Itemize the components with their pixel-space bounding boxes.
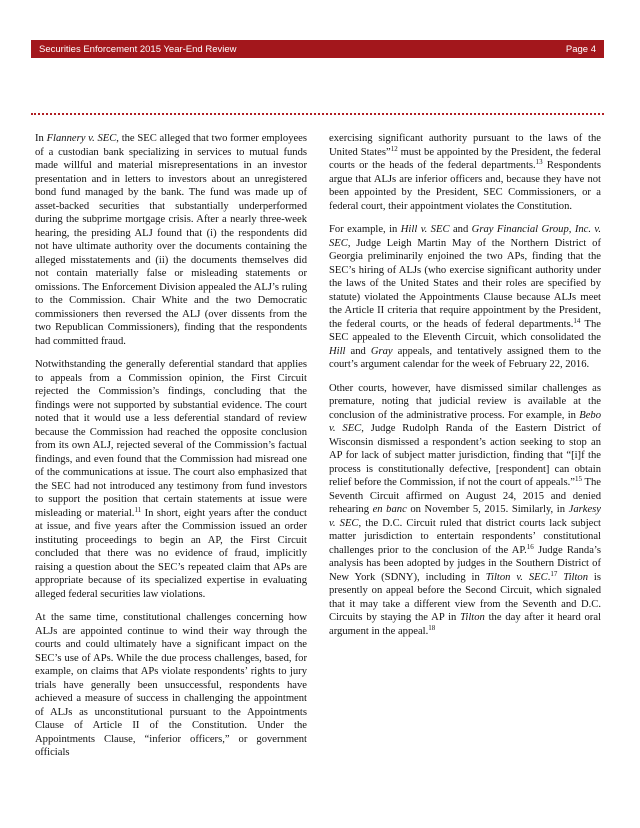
paragraph-hill-gray: For example, in Hill v. SEC and Gray Financial Group, Inc. v. SEC, Judge Leigh Martin May of the Northern District of Georgia preliminarily enjoined the two APs, finding that the SEC’s hiring of ALJs (who exercise significant authority under the laws of the United States and their roles are specified by statute) violated the Appointments Clause because ALJs meet the Article II criteria that require appointment by the President, the federal courts, or the heads of federal departments.$^{14}$ The SEC appealed to the Eleventh Circuit, which consolidated the Hill and Gray appeals, and tentatively assigned them to the court’s argument calendar for the week of February 22, 2016.: [329, 224, 602, 370]
case-name: Hill v. SEC: [400, 224, 450, 235]
paragraph-other-courts: Other courts, however, have dismissed similar challenges as premature, noting that judicial review is available at the conclusion of the administrative process. For example, in Bebo v. SEC, Judge Rudolph Randa of the Eastern District of Wisconsin dismissed a respondent’s action seeking to stop an AP for lack of subject matter jurisdiction, finding that “[i]f the process is constitutionally defective, [respondent] can obtain relief before the Commission, if not the court of appeals.”$^{15}$ The Seventh Circuit affirmed on August 24, 2015 and denied rehearing en banc on November 5, 2015. Similarly, in Jarkesy v. SEC, the D.C. Circuit ruled that district courts lack subject matter jurisdiction to entertain respondents’ constitutional challenges prior to the conclusion of the AP.$^{16}$ Judge Randa’s analysis has been adopted by judges in the Southern District of New York (SDNY), including in Tilton v. SEC.$^{17}$ Tilton is presently on appeal before the Second Circuit, which signaled that it may take a different view from the Seventh and D.C. Circuits by staying the AP in Tilton the day after it heard oral argument in the appeal.$^{18}$: [329, 382, 602, 637]
case-name: Tilton v. SEC: [485, 571, 548, 583]
footnote-ref: 13: [535, 158, 543, 166]
case-name: Flannery v. SEC: [46, 133, 117, 144]
case-name: Gray: [370, 345, 393, 357]
page-header-bar: [31, 40, 604, 58]
left-column: [35, 132, 307, 770]
page-number: Page 4: [565, 43, 596, 55]
case-name: Bebo v. SEC: [329, 409, 601, 434]
footnote-ref: 12: [390, 144, 398, 153]
case-name: Tilton: [460, 612, 485, 623]
emphasis: en banc: [372, 504, 407, 515]
paragraph-flannery: In Flannery v. SEC, the SEC alleged that two former employees of a custodian bank specializing in services to mutual funds made willful and material misrepresentations in an investor presentation and in letters to investors about an unregistered bond fund managed by the bank. The fund was made up of asset-backed securities that substantially underperformed during the subprime mortgage crisis. After a nearly three-week hearing, the presiding ALJ found that (i) the respondents did not have ultimate authority over the documents containing the alleged misstatements and (ii) the documents themselves did not contain materially false or misleading statements or omissions. The Enforcement Division appealed the ALJ’s ruling to the Commission. Chair White and the two Democratic commissioners then reversed the ALJ (over dissents from the two Republican Commissioners), finding that the respondents had committed fraud.: [35, 133, 307, 347]
right-column: [329, 132, 601, 648]
footnote-ref: 16: [526, 542, 534, 551]
case-name: Hill: [329, 345, 346, 357]
paragraph-first-circuit: Notwithstanding the generally deferential standard that applies to appeals from a Commission opinion, the First Circuit rejected the Commission’s findings, concluding that the findings were not supported by substantial evidence. The court noted that it would use a less deferential standard of review because the Commission had reached the opposite conclusion from its own ALJ, rejected several of the Commission’s factual findings, and even found that the Commission had misread one of the communications at issue. The court also emphasized that the SEC had not introduced any testimony from fund investors to support the position that certain statements at issue were misleading or material.$^{11}$ In short, eight years after the conduct at issue, and five years after the Commission issued an order instituting proceedings to begin an AP, the First Circuit concluded that there was no evidence of fraud, implicitly raising a question about the SEC’s repeated claim that APs are appropriate because of its specialized expertise in evaluating alleged federal securities law violations.: [35, 359, 307, 600]
document-title: Securities Enforcement 2015 Year-End Review: [39, 43, 237, 55]
dotted-divider: [31, 113, 604, 115]
footnote-ref: 18: [428, 623, 436, 632]
case-name: Gray Financial Group, Inc. v. SEC: [329, 224, 601, 249]
paragraph-constitutional: At the same time, constitutional challenges concerning how ALJs are appointed continue to wind their way through the courts and could ultimately have a significant impact on the SEC’s use of APs. While the due process challenges, based, for example, on claims that APs violate respondents’ rights to jury trials have generally been unsuccessful, respondents have achieved a measure of success in challenging the appointment of ALJs as unconstitutional pursuant to the Appointments Clause of Article II of the Constitution. Under the Appointments Clause, “inferior officers,” or government officials: [35, 612, 307, 758]
footnote-ref: 11: [134, 505, 142, 514]
footnote-ref: 17: [550, 569, 558, 578]
case-name: Jarkesy v. SEC: [329, 504, 601, 529]
case-name: Tilton: [563, 571, 588, 583]
footnote-ref: 14: [573, 316, 581, 325]
paragraph-appointments: exercising significant authority pursuant to the laws of the United States”$^{12}$ must be appointed by the President, the federal courts or the heads of the federal departments.$^{13}$ Respondents argue that ALJs are inferior officers and, because they have not been appointed by the President, SEC Commissioners, or a federal court, their appointment violates the Constitution.: [329, 133, 601, 212]
footnote-ref: 15: [574, 475, 582, 483]
